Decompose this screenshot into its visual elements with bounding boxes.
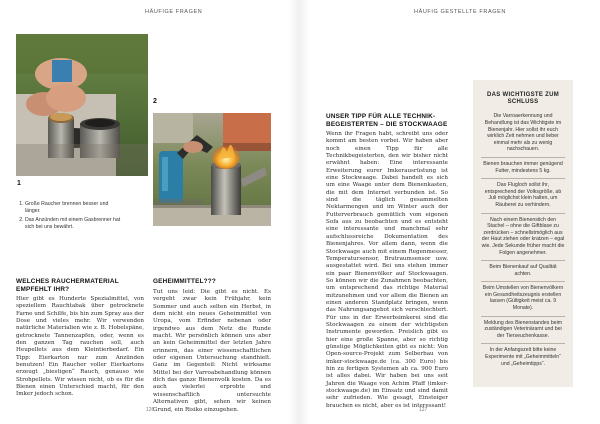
running-header-right: HÄUFIG GESTELLTE FRAGEN [414,9,506,15]
heading-stockwaage: UNSER TIPP FÜR ALLE TECHNIK-BEGEISTERTEN – DIE STOCKWAAGE [326,113,448,128]
caption-2: 2. Das Anzünden mit einem Gasbrenner hat sich bei uns bewährt. [25,217,124,230]
caption-1: 1. Große Raucher brennen besser und länger. [25,201,124,214]
photo-gas-burner [153,113,271,226]
sidebar-item: Beim Umstellen von Bienenvölkern ein Gesundheitszeugnis erstellen lassen (Gültigkeit meist ca. 9 Monate). [481,282,565,316]
photo-label-2: 2 [153,98,157,105]
photo-label-1: 1 [17,180,21,187]
sidebar-item: Nach einem Bienenstich den Stachel – ohne die Giftblase zu zerdrücken – schnellstmöglich aus der Haut ziehen oder kratzen – egal wie. Jede Sekunde früher macht die Folgen angenehmer. [481,214,565,262]
page-gutter [288,0,310,424]
body-secret-remedies: Tut uns leid: Die gibt es nicht. Es vergeht zwar kein Frühjahr, kein Sommer und auch selten ein Herbst, in dem nicht ein neues Geheimmittel von Uropa, vom Erfinder nebenan oder irgendwo aus dem Netz die Runde macht. Wir persönlich können uns aber an kein Geheimmittel der letzten Jahre erinnern, das einer wissenschaftlichen oder eigenen Untersuchung standhielt. Ganz im Gegenteil: Nicht wirksame Mittel bei der Varroabehandlung können dich das ganze Bienenvolk kosten. Da es auch vielerlei erprobte und wissenschaftlich untersuchte Alternativen gibt, sehen wir keinen Grund, ein Risiko einzugehen. [153,289,271,413]
photo-smoker-filling [16,34,148,176]
sidebar-item: Bienen brauchen immer genügend Futter, mindestens 5 kg. [481,158,565,179]
body-smoker-material: Hier gibt es Hunderte Spezialmittel, von speziellem Rauchtabak über getrocknete Farne und Schilfe, bis hin zum Spray aus der Dose und vieles mehr. Wir verwenden natürliche Materialien wie z. B. Hobelspäne, getrocknete Tannenzapfen, oder, wenn es den ganzen Tag rauchen soll, auch Heupellets aus dem Kleintierbedarf. Ein Tipp: Eierkarton nur zum Anzünden benutzen! Ein Raucher voller Eierkartons erzeugt „biestigen“ Rauch, genauso wie Strohpellets. Wir wissen nicht, ob es für die Bienen einen Unterschied macht, für den Imker jedoch schon. [16,296,144,398]
page-number-left: 126 [146,407,155,413]
summary-sidebar [473,80,573,387]
running-header-left: HÄUFIGE FRAGEN [145,9,203,15]
body-stockwaage: Wenn ihr Fragen habt, schreibt uns oder kommt am besten vorbei. Wir haben aber noch einen Tipp für alle Technikbegeisterten, den wir bisher nicht erwähnt haben: Eine interessante Erweiterung eurer Imkerausrüstung ist eine Stockwaage. Dabei handelt es sich um eine Waage unter dem Bienenkasten, die mit dem Internet verbunden ist. So sind die täglich gesammelten Nektarmengen und im Winter auch der Futterverbrauch gemütlich vom eigenen Sofa aus zu beobachten und es entsteht eine interessante und manchmal sehr aufschlussreiche Dokumentation des Bienenjahres. Vor allem dann, wenn die Stockwaage auch mit einem Regenmesser, Temperatursensor, Brutraumsensor usw. ausgestattet wird. Bei uns stehen immer ein paar Bienenvölker auf Stockwaagen. So können wir die Zunahmen beobachten, um entsprechend das richtige Material mitzunehmen und vor allem die Bienen an einen anderen Standplatz bringen, wenn das Nahrungsangebot sich verschlechtert. Für uns in der Erwerbsimkerei sind die Stockwaagen zu einem der wichtigsten Instrumente geworden. Preislich gibt es hier eine große Spanne, aber so richtig günstige Möglichkeiten gibt es nicht: Von Open-source-Projekt zum Selberbau von imker-stockwaage.de (ca. 300 Euro) bis hin zu fertigen Systemen ab ca. 900 Euro ist alles dabei. Wir haben bei uns seit Jahren die Waage von Achim Pfaff (imker-stockwaage.de) im Einsatz und sind damit sehr zufrieden. Wie gesagt, Einsteiger brauchen es nicht, aber es ist interessant! [326,131,448,409]
sidebar-item: Das Flugloch sollst ihr, entsprechend der Volksgröße, ab Juli möglichst klein halten, um Räuberei zu verhindern. [481,179,565,213]
sidebar-item: Meldung des Bienenstandes beim zuständigen Veterinäramt und bei der Tierseuchenkasse. [481,317,565,345]
sidebar-item: Beim Bienenkauf auf Qualität achten. [481,261,565,282]
sidebar-title: DAS WICHTIGSTE ZUM SCHLUSS [486,92,560,106]
heading-secret-remedies: GEHEIMMITTEL??? [153,278,216,285]
photo-captions [16,201,124,233]
sidebar-item: In der Anfangszeit bitte keine Experimente mit „Geheimmitteln“ und „Geheimtipps“. [485,347,561,367]
heading-smoker-material: WELCHES RAUCHERMATERIAL EMPFEHLT IHR? [16,278,119,293]
sidebar-item: Die Varroaerkennung und Behandlung ist das Wichtigste im Bienenjahr. Hier sollst ihr euch wirklich Zeit nehmen und lieber einmal mehr als zu wenig nachschauen. [481,110,565,158]
page-number-right: 127 [419,407,428,413]
